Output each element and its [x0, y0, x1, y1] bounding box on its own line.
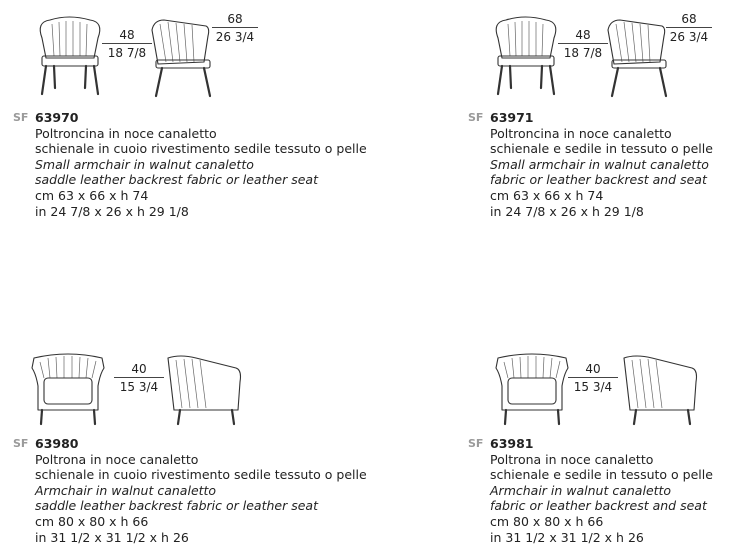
dimensions-cm: cm 63 x 66 x h 74: [35, 187, 149, 203]
product-info: [468, 110, 713, 219]
small-armchair-front-drawing: [484, 10, 594, 115]
front-depth-dimension: [114, 362, 164, 394]
side-depth-dimension: [666, 12, 712, 44]
dimensions-cm: cm 63 x 66 x h 74: [490, 187, 604, 203]
italian-description-line2: schienale e sedile in tessuto o pelle: [490, 141, 713, 157]
code-row: [468, 436, 713, 452]
english-description-line1: Armchair in walnut canaletto: [490, 482, 672, 498]
english-description-line2: saddle leather backrest fabric or leather seat: [35, 498, 318, 514]
dim-bottom-value: 15 3/4: [573, 380, 613, 394]
product-code: 63971: [490, 110, 534, 125]
italian-description-line1: Poltroncina in noce canaletto: [35, 125, 217, 141]
dim-top-value: 40: [131, 362, 147, 376]
code-row: [13, 436, 367, 452]
armchair-front-drawing: [28, 348, 118, 433]
product-card-63981: [372, 340, 744, 559]
dimensions-inches: in 31 1/2 x 31 1/2 x h 26: [490, 529, 644, 545]
product-info: [13, 436, 367, 545]
product-prefix: SF: [468, 111, 484, 124]
product-card-63970: [0, 0, 372, 280]
dimensions-cm: cm 80 x 80 x h 66: [35, 513, 149, 529]
code-row: [13, 110, 367, 126]
english-description-line1: Armchair in walnut canaletto: [35, 482, 217, 498]
italian-description-line1: Poltrona in noce canaletto: [35, 451, 199, 467]
dimensions-cm: cm 80 x 80 x h 66: [490, 513, 604, 529]
product-card-63971: [372, 0, 744, 280]
italian-description-line2: schienale in cuoio rivestimento sedile tessuto o pelle: [35, 141, 367, 157]
product-prefix: SF: [13, 111, 29, 124]
product-prefix: SF: [13, 437, 29, 450]
dim-top-value: 68: [227, 12, 243, 26]
english-description-line1: Small armchair in walnut canaletto: [35, 156, 254, 172]
italian-description-line1: Poltroncina in noce canaletto: [490, 125, 672, 141]
dimensions-inches: in 24 7/8 x 26 x h 29 1/8: [35, 203, 189, 219]
english-description-line1: Small armchair in walnut canaletto: [490, 156, 709, 172]
armchair-side-drawing: [160, 348, 250, 433]
dim-top-value: 40: [585, 362, 601, 376]
dim-top-value: 48: [575, 28, 591, 42]
italian-description-line1: Poltrona in noce canaletto: [490, 451, 654, 467]
dim-top-value: 48: [119, 28, 135, 42]
italian-description-line2: schienale e sedile in tessuto o pelle: [490, 467, 713, 483]
code-row: [468, 110, 713, 126]
dim-bottom-value: 26 3/4: [669, 30, 709, 44]
product-code: 63970: [35, 110, 79, 125]
product-code: 63980: [35, 436, 79, 451]
english-description-line2: fabric or leather backrest and seat: [490, 172, 707, 188]
dim-bottom-value: 18 7/8: [107, 46, 147, 60]
armchair-side-drawing: [616, 348, 706, 433]
dim-top-value: 68: [681, 12, 697, 26]
dim-bottom-value: 15 3/4: [119, 380, 159, 394]
italian-description-line2: schienale in cuoio rivestimento sedile tessuto o pelle: [35, 467, 367, 483]
dimensions-inches: in 24 7/8 x 26 x h 29 1/8: [490, 203, 644, 219]
small-armchair-front-drawing: [28, 10, 138, 115]
dimensions-inches: in 31 1/2 x 31 1/2 x h 26: [35, 529, 189, 545]
english-description-line2: fabric or leather backrest and seat: [490, 498, 707, 514]
product-prefix: SF: [468, 437, 484, 450]
dim-bottom-value: 18 7/8: [563, 46, 603, 60]
product-code: 63981: [490, 436, 534, 451]
front-depth-dimension: [568, 362, 618, 394]
product-card-63980: [0, 340, 372, 559]
side-depth-dimension: [212, 12, 258, 44]
product-info: [468, 436, 713, 545]
product-info: [13, 110, 367, 219]
english-description-line2: saddle leather backrest fabric or leather seat: [35, 172, 318, 188]
dim-bottom-value: 26 3/4: [215, 30, 255, 44]
